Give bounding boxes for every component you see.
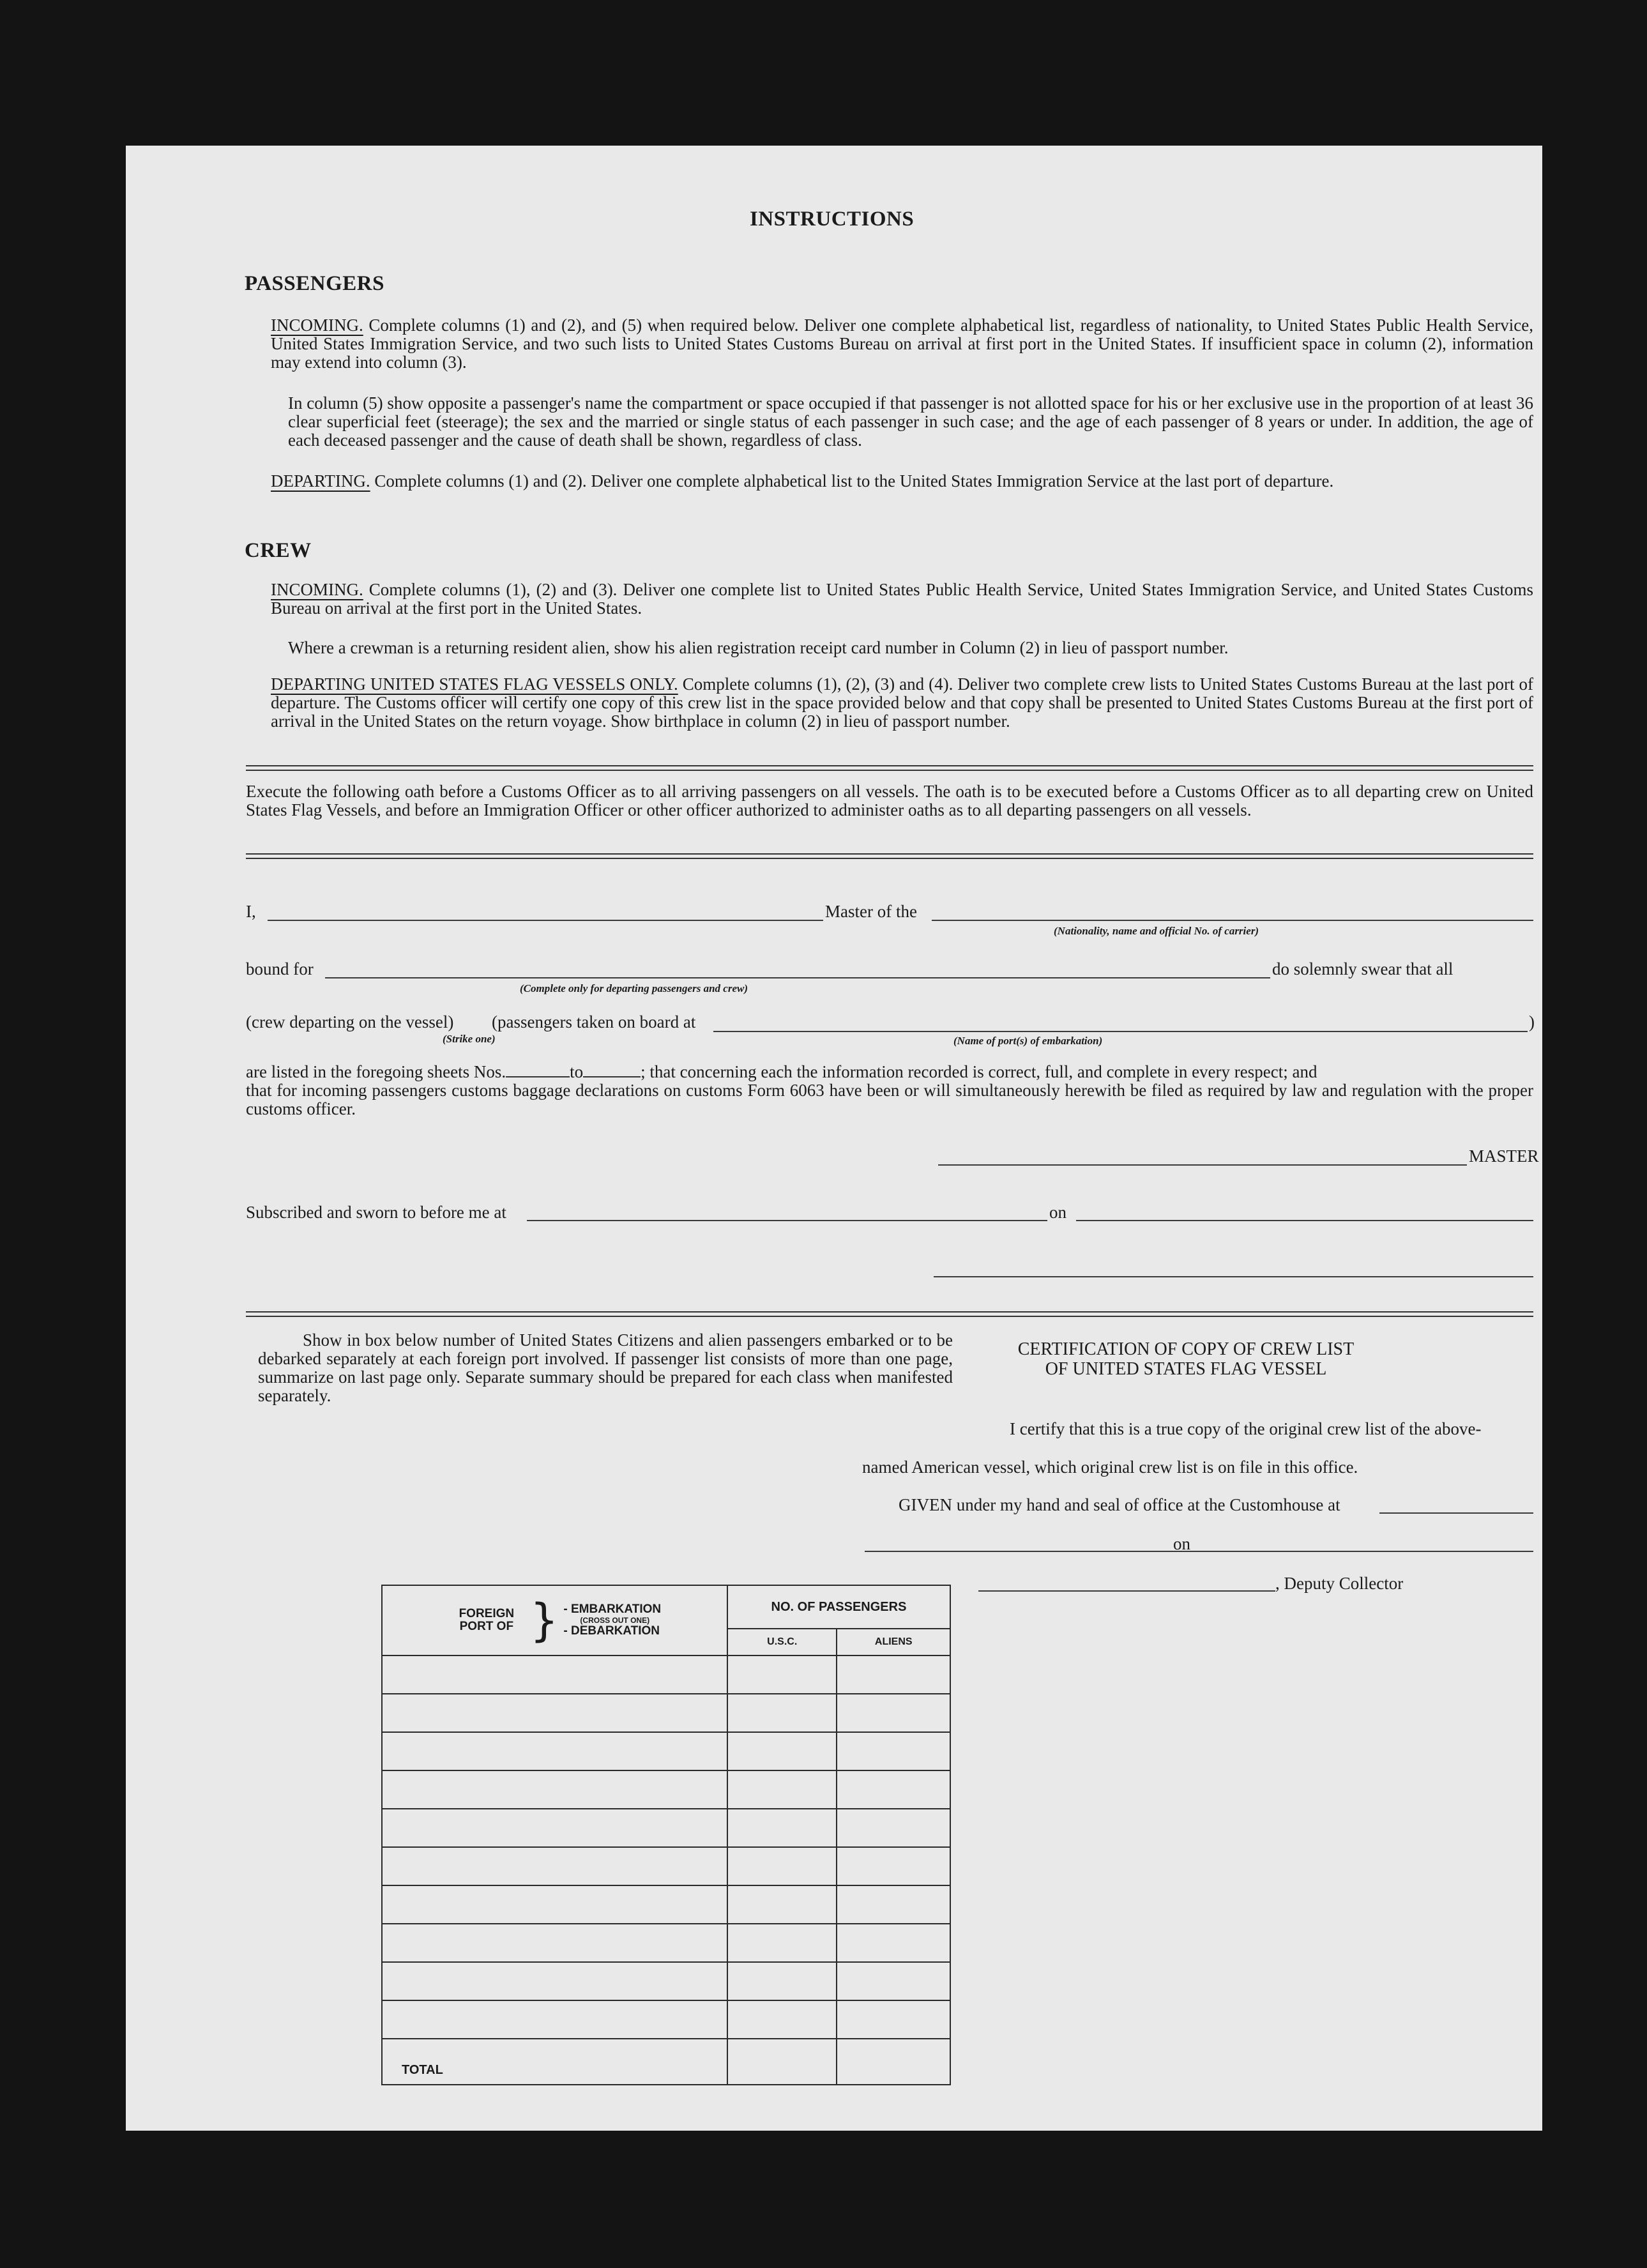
- total-label: TOTAL: [382, 2039, 727, 2085]
- table-row: [382, 1809, 950, 1847]
- carrier-line[interactable]: [932, 920, 1533, 921]
- divider: [246, 1311, 1533, 1317]
- certify-line-1: I certify that this is a true copy of the original crew list of the above-: [1010, 1419, 1482, 1438]
- usc-header: U.S.C.: [727, 1629, 837, 1655]
- usc-cell[interactable]: [727, 1885, 837, 1924]
- certification-title-line-2: OF UNITED STATES FLAG VESSEL: [1045, 1359, 1327, 1379]
- crew-departing-label: DEPARTING UNITED STATES FLAG VESSELS ONLY.: [271, 674, 678, 694]
- embarkation-options: [563, 1602, 661, 1638]
- aliens-cell[interactable]: [837, 2000, 950, 2039]
- document-page: [126, 146, 1542, 2131]
- usc-cell[interactable]: [727, 1655, 837, 1694]
- passengers-incoming-label: INCOMING.: [271, 316, 363, 335]
- officer-signature-line[interactable]: [934, 1276, 1533, 1277]
- swear-label: do solemnly swear that all: [1272, 959, 1453, 978]
- ports-caption: (Name of port(s) of embarkation): [953, 1035, 1103, 1047]
- crew-departing-option[interactable]: (crew departing on the vessel): [246, 1012, 454, 1031]
- usc-cell[interactable]: [727, 1962, 837, 2000]
- aliens-cell[interactable]: [837, 1770, 950, 1809]
- aliens-cell[interactable]: [837, 1655, 950, 1694]
- aliens-total-cell[interactable]: [837, 2039, 950, 2085]
- embarkation-option[interactable]: - EMBARKATION: [563, 1602, 662, 1616]
- table-row: [382, 1885, 950, 1924]
- divider: [246, 765, 1533, 771]
- usc-cell[interactable]: [727, 2000, 837, 2039]
- port-header-cell: [382, 1585, 727, 1655]
- usc-cell[interactable]: [727, 1770, 837, 1809]
- table-row: [382, 1694, 950, 1732]
- table-row: [382, 2000, 950, 2039]
- usc-cell[interactable]: [727, 1809, 837, 1847]
- table-row: [382, 1962, 950, 2000]
- sheet-to-line[interactable]: [583, 1076, 641, 1077]
- aliens-cell[interactable]: [837, 1962, 950, 2000]
- usc-cell[interactable]: [727, 1924, 837, 1962]
- port-cell[interactable]: [382, 1732, 727, 1770]
- certify-on-label: on: [1173, 1534, 1190, 1553]
- passenger-summary-table: [381, 1585, 951, 2085]
- passengers-departing-text: Complete columns (1) and (2). Deliver one complete alphabetical list to the United States Immigration Service at the last port of departure.: [374, 471, 1334, 491]
- aliens-cell[interactable]: [837, 1847, 950, 1885]
- listed-text-1: are listed in the foregoing sheets Nos.: [246, 1062, 506, 1081]
- embarkation-ports-line[interactable]: [713, 1031, 1528, 1032]
- certification-title-line-1: CERTIFICATION OF COPY OF CREW LIST: [1017, 1339, 1355, 1359]
- aliens-header: ALIENS: [837, 1629, 950, 1655]
- strike-one-caption: (Strike one): [443, 1033, 496, 1045]
- table-row: [382, 1770, 950, 1809]
- sworn-place-line[interactable]: [527, 1220, 1047, 1221]
- passengers-incoming-text: Complete columns (1) and (2), and (5) when required below. Deliver one complete alphabetical list, regardless of nationality, to United States Public Health Service, United States Immigration Service, and two such lists to United States Customs Bureau on arrival at first port in the United States. If insufficient space in column (2), information may extend into column (3).: [271, 316, 1534, 372]
- total-row: [382, 2039, 950, 2085]
- oath-instruction: Execute the following oath before a Customs Officer as to all arriving passengers on all vessels. The oath is to be executed before a Customs Officer as to all departing crew on United States Flag Vessels, and before an Immigration Officer or other officer authorized to administer oaths as to all departing passengers on all vessels.: [246, 782, 1533, 819]
- sheet-from-line[interactable]: [506, 1076, 570, 1077]
- table-row: [382, 1924, 950, 1962]
- passengers-departing-paragraph: [271, 472, 1533, 491]
- aliens-cell[interactable]: [837, 1809, 950, 1847]
- usc-cell[interactable]: [727, 1847, 837, 1885]
- cross-out-note: (CROSS OUT ONE): [580, 1616, 650, 1625]
- table-row: [382, 1847, 950, 1885]
- crew-departing-paragraph: [271, 675, 1533, 731]
- port-cell[interactable]: [382, 1809, 727, 1847]
- master-name-line[interactable]: [268, 920, 823, 921]
- oath-i-label: I,: [246, 902, 256, 921]
- complete-only-caption: (Complete only for departing passengers and crew): [520, 982, 748, 994]
- foreign-port-label: FOREIGN PORT OF: [459, 1607, 515, 1633]
- bound-for-label: bound for: [246, 959, 314, 978]
- aliens-cell[interactable]: [837, 1732, 950, 1770]
- close-paren: ): [1529, 1012, 1535, 1031]
- port-cell[interactable]: [382, 1770, 727, 1809]
- usc-total-cell[interactable]: [727, 2039, 837, 2085]
- port-cell[interactable]: [382, 2000, 727, 2039]
- certify-line-3: GIVEN under my hand and seal of office at the Customhouse at: [899, 1495, 1340, 1514]
- crew-incoming-paragraph: [271, 581, 1533, 618]
- master-label: MASTER: [1469, 1146, 1539, 1166]
- brace-icon: }: [529, 1594, 559, 1647]
- master-of-label: Master of the: [825, 902, 917, 921]
- passengers-column5-paragraph: In column (5) show opposite a passenger's name the compartment or space occupied if that passenger is not allotted space for his or her exclusive use in the proportion of at least 36 clear superficial feet (steerage); the sex and the married or single status of each passenger in such case; and the age of each passenger of 8 years or under. In addition, the age of each deceased passenger and the cause of death shall be shown, regardless of class.: [288, 393, 1533, 450]
- aliens-cell[interactable]: [837, 1694, 950, 1732]
- summary-instruction: Show in box below number of United States Citizens and alien passengers embarked or to be debarked separately at each foreign port involved. If passenger list consists of more than one page, summarize on last page only. Separate summary should be prepared for each class when manifested separately.: [258, 1330, 953, 1405]
- deputy-signature-line[interactable]: [978, 1590, 1275, 1592]
- sworn-on-label: on: [1049, 1203, 1066, 1222]
- aliens-cell[interactable]: [837, 1885, 950, 1924]
- customhouse-line[interactable]: [1379, 1512, 1533, 1514]
- deputy-collector-label: , Deputy Collector: [1275, 1574, 1404, 1593]
- port-cell[interactable]: [382, 1655, 727, 1694]
- certify-date-line[interactable]: [1195, 1551, 1533, 1552]
- page-title: INSTRUCTIONS: [750, 208, 915, 231]
- usc-cell[interactable]: [727, 1694, 837, 1732]
- certification-title: [937, 1339, 1435, 1379]
- passengers-heading: PASSENGERS: [245, 272, 384, 295]
- port-cell[interactable]: [382, 1847, 727, 1885]
- port-cell[interactable]: [382, 1962, 727, 2000]
- port-cell[interactable]: [382, 1885, 727, 1924]
- nationality-caption: (Nationality, name and official No. of carrier): [1054, 925, 1259, 937]
- listed-text-2: ; that concerning each the information recorded is correct, full, and complete in every respect; and: [641, 1062, 1317, 1081]
- debarkation-option[interactable]: - DEBARKATION: [563, 1624, 660, 1638]
- passengers-incoming-paragraph: [271, 316, 1533, 372]
- sworn-date-line[interactable]: [1076, 1220, 1533, 1221]
- crew-incoming-text: Complete columns (1), (2) and (3). Deliver one complete list to United States Public Health Service, United States Immigration Service, and United States Customs Bureau on arrival at the first port in the United States.: [271, 580, 1533, 618]
- listed-sheets-line: [246, 1063, 1533, 1081]
- crew-crewman-paragraph: Where a crewman is a returning resident alien, show his alien registration receipt card number in Column (2) in lieu of passport number.: [288, 638, 1229, 657]
- aliens-cell[interactable]: [837, 1924, 950, 1962]
- crew-heading: CREW: [245, 539, 312, 562]
- no-passengers-header: NO. OF PASSENGERS: [727, 1585, 950, 1629]
- listed-to: to: [570, 1062, 584, 1081]
- table-row: [382, 1732, 950, 1770]
- master-signature-line[interactable]: [938, 1164, 1467, 1166]
- crew-departing-text: Complete columns (1), (2), (3) and (4). Deliver two complete crew lists to United States Customs Bureau at the last port of departure. The Customs officer will certify one copy of this crew list in the space provided below and that copy shall be presented to United States Customs Bureau at the first port of arrival in the United States on the return voyage. Show birthplace in column (2) in lieu of passport number.: [271, 674, 1533, 731]
- bound-for-line[interactable]: [325, 977, 1270, 978]
- port-cell[interactable]: [382, 1924, 727, 1962]
- certify-line-2: named American vessel, which original crew list is on file in this office.: [862, 1457, 1358, 1477]
- listed-text-3: that for incoming passengers customs baggage declarations on customs Form 6063 have been or will simultaneously herewith be filed as required by law and regulation with the proper customs officer.: [246, 1081, 1533, 1118]
- passengers-taken-option[interactable]: (passengers taken on board at: [492, 1012, 696, 1031]
- divider: [246, 853, 1533, 859]
- passengers-departing-label: DEPARTING.: [271, 471, 370, 491]
- table-row: [382, 1655, 950, 1694]
- crew-incoming-label: INCOMING.: [271, 580, 363, 599]
- usc-cell[interactable]: [727, 1732, 837, 1770]
- subscribed-label: Subscribed and sworn to before me at: [246, 1203, 506, 1222]
- port-cell[interactable]: [382, 1694, 727, 1732]
